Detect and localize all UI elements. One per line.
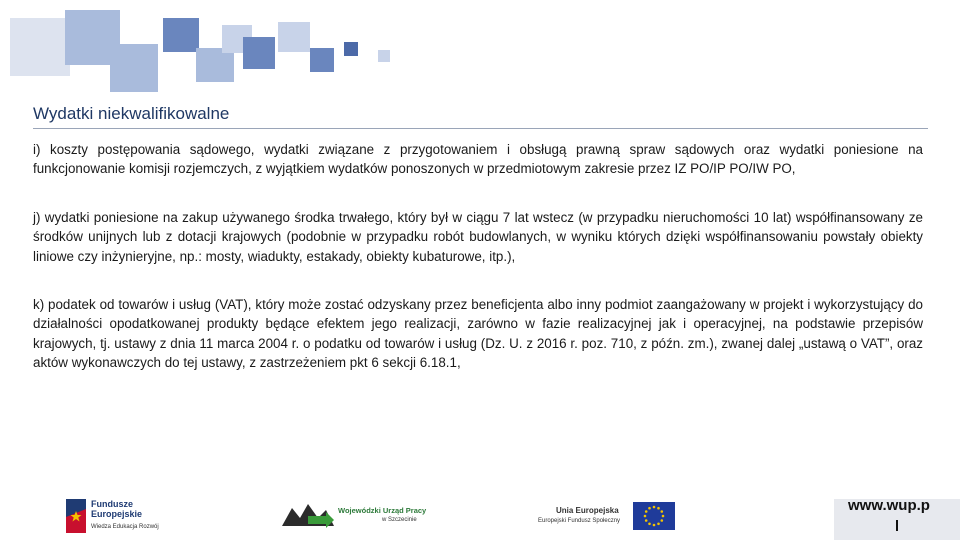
deco-square [344,42,358,56]
deco-square [310,48,334,72]
paragraph-j: j) wydatki poniesione na zakup używanego środka trwałego, który był w ciągu 7 lat wstecz (w przypadku nieruchomości 10 lat) współfinansowany ze środków unijnych lub z dotacji krajowych (podobnie w przypadku robót budowlanych, w wyniku których dzięki współfinansowaniu powstały obiekty liniowe czy inżynieryjne, np.: mosty, wiadukty, estakady, obiekty kubaturowe, itp.), [33,210,923,264]
deco-square [110,44,158,92]
wup-name: Wojewódzki Urząd Pracy [338,506,427,515]
eu-flag-icon [633,502,675,530]
deco-square [278,22,310,52]
fe-logo-subtitle: Wiedza Edukacja Rozwój [91,524,159,530]
deco-square [196,48,234,82]
ue-name: Unia Europejska [556,506,619,515]
website-link[interactable]: www.wup.p [848,497,930,514]
fe-star-flag-icon [66,499,86,533]
website-link-tail [896,520,898,531]
wup-city: w Szczecinie [382,517,417,523]
slide-title: Wydatki niekwalifikowalne [33,104,230,123]
header-decoration [0,0,400,100]
fe-line2: Europejskie [91,509,143,519]
deco-square [163,18,199,52]
ue-fund: Europejski Fundusz Społeczny [538,518,621,524]
paragraph-i: i) koszty postępowania sądowego, wydatki związane z przygotowaniem i obsługą prawną spraw sądowych oraz wydatki poniesione na funkcjonowanie komisji rozjemczych, z wyjątkiem wydatków ponoszonych w przedmiotowym zakresie przez IZ PO/IP PO/IW PO, [33,142,923,177]
paragraph-k: k) podatek od towarów i usług (VAT), który może zostać odzyskany przez beneficjenta albo inny podmiot zaangażowany w projekt i wykorzystujący do działalności opodatkowanej produkty będące efektem jego realizacji, zarówno w fazie realizacyjnej jak i operacyjnej, na podstawie przepisów krajowych, tj. ustawy z dnia 11 marca 2004 r. o podatku od towarów i usług (Dz. U. z 2016 r. poz. 710, z późn. zm.), zwanej dalej „ustawą o VAT”, oraz aktów wykonawczych do tej ustawy, z zastrzeżeniem pkt 6 sekcji 6.18.1, [33,297,923,370]
deco-square [10,18,70,76]
fe-logo-text [91,499,142,519]
fe-line1: Fundusze [91,499,133,509]
unia-europejska-logo [538,500,678,532]
deco-square [378,50,390,62]
title-divider [33,128,928,129]
deco-square [243,37,275,69]
fundusze-europejskie-logo [66,497,159,537]
wup-emblem-icon [282,500,334,528]
wup-logo [282,500,432,530]
